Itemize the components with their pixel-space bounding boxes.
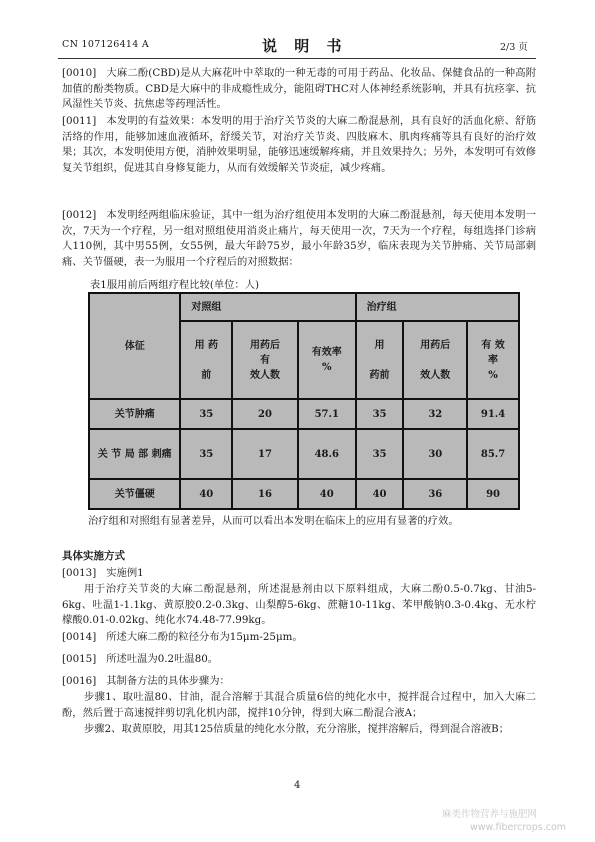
header-symptom: 体征 <box>89 293 180 399</box>
paragraph-number: [0012] <box>62 209 97 221</box>
row-symptom: 关 节 局 部 刺痛 <box>89 429 180 479</box>
cell-control-effective: 17 <box>232 429 298 479</box>
section-title: 具体实施方式 <box>62 550 125 562</box>
paragraph-0010 <box>62 66 536 113</box>
paragraph-step-2 <box>62 722 536 738</box>
cell-treatment-before: 35 <box>356 399 404 429</box>
header-treatment-effective: 用药后 效人数 <box>403 321 467 399</box>
header-control-effective: 用药后 有 效人数 <box>232 321 298 399</box>
paragraph-0013 <box>62 566 536 582</box>
paragraph-composition <box>62 582 536 629</box>
watermark-site-name: 麻类作物营养与施肥网 <box>442 809 538 820</box>
table-caption: 表1服用前后两组疗程比较(单位：人) <box>90 279 260 291</box>
paragraph-0012 <box>62 208 536 270</box>
header-treatment-group: 治疗组 <box>356 293 519 321</box>
paragraph-text: 步骤1、取吐温80、甘油，混合溶解于其混合质量6倍的纯化水中，搅拌混合过程中，加入大麻二酚，然后置于高速搅拌剪切乳化机内部，搅拌10分钟，得到大麻二酚混合液A； <box>62 691 536 719</box>
paragraph-0011 <box>62 114 536 176</box>
cell-treatment-before: 35 <box>356 429 404 479</box>
row-symptom: 关节僵硬 <box>89 479 180 509</box>
page-number: 4 <box>294 780 301 791</box>
page-indicator: 2/3 页 <box>500 42 528 53</box>
table-row <box>89 399 519 429</box>
row-symptom: 关节肿痛 <box>89 399 180 429</box>
comparison-table <box>88 292 520 510</box>
header-rule <box>58 58 536 59</box>
paragraph-text: 实施例1 <box>106 567 144 579</box>
cell-control-before: 40 <box>180 479 232 509</box>
cell-control-effective: 16 <box>232 479 298 509</box>
cell-control-rate: 48.6 <box>298 429 356 479</box>
cell-treatment-effective: 32 <box>403 399 467 429</box>
paragraph-text: 本发明的有益效果：本发明的用于治疗关节炎的大麻二酚混悬剂，具有良好的活血化瘀、舒筋活络的作用，能够加速血液循环，舒缓关节，对治疗关节炎、四肢麻木、肌肉疼痛等具有良好的治疗效果；其次，本发明使用方便，消肿效果明显，能够迅速缓解疼痛，并且效果持久；另外，本发明可有效修复关节组织，促进其自身修复能力，从而有效缓解关节炎症，减少疼痛。 <box>62 115 536 174</box>
header-control-before: 用 药 前 <box>180 321 232 399</box>
cell-control-rate: 57.1 <box>298 399 356 429</box>
paragraph-text: 所述大麻二酚的粒径分布为15μm-25μm。 <box>106 631 303 643</box>
paragraph-text: 本发明经两组临床验证，其中一组为治疗组使用本发明的大麻二酚混悬剂，每天使用本发明一次，7天为一个疗程，另一组对照组使用消炎止痛片，每天使用一次，7天为一个疗程，每组选择门诊病人110例，其中男55例，女55例，最大年龄75岁，最小年龄35岁，临床表现为关节肿痛、关节局部刺痛、关节僵硬，表一为服用一个疗程后的对照数据： <box>62 209 536 268</box>
document-title: 说 明 书 <box>262 37 348 55</box>
cell-treatment-rate: 85.7 <box>467 429 519 479</box>
paragraph-number: [0013] <box>62 567 97 579</box>
table-note: 治疗组和对照组有显著差异，从而可以看出本发明在临床上的应用有显著的疗效。 <box>88 515 459 527</box>
patent-number: CN 107126414 A <box>62 39 150 50</box>
table-row <box>89 429 519 479</box>
paragraph-0016 <box>62 674 536 690</box>
header-treatment-rate: 有 效 率 % <box>467 321 519 399</box>
paragraph-number: [0016] <box>62 675 97 687</box>
header-treatment-before: 用 药前 <box>356 321 404 399</box>
cell-control-rate: 40 <box>298 479 356 509</box>
paragraph-text: 大麻二酚(CBD)是从大麻花叶中萃取的一种无毒的可用于药品、化妆品、保健食品的一种高附加值的酚类物质。CBD是大麻中的非成瘾性成分，能阻碍THC对人体神经系统影响，并具有抗痉挛、抗风湿性关节炎、抗焦虑等药理活性。 <box>62 67 536 111</box>
header-control-group: 对照组 <box>180 293 355 321</box>
paragraph-step-1 <box>62 690 536 721</box>
paragraph-text: 用于治疗关节炎的大麻二酚混悬剂，所述混悬剂由以下原料组成，大麻二酚0.5-0.7kg、甘油5-6kg、吐温1-1.1kg、黄原胶0.2-0.3kg、山梨醇5-6kg、蔗糖10-11kg、苯甲酸钠0.3-0.4kg、无水柠檬酸0.01-0.02kg、纯化水74.48-77.99kg。 <box>62 583 536 627</box>
cell-control-before: 35 <box>180 429 232 479</box>
paragraph-number: [0015] <box>62 653 97 665</box>
paragraph-0015 <box>62 652 536 668</box>
paragraph-0014 <box>62 630 536 646</box>
paragraph-number: [0014] <box>62 631 97 643</box>
paragraph-number: [0011] <box>62 115 97 127</box>
paragraph-number: [0010] <box>62 67 97 79</box>
cell-control-effective: 20 <box>232 399 298 429</box>
table-row <box>89 479 519 509</box>
cell-treatment-rate: 90 <box>467 479 519 509</box>
paragraph-text: 所述吐温为0.2吐温80。 <box>106 653 219 665</box>
cell-control-before: 35 <box>180 399 232 429</box>
cell-treatment-effective: 36 <box>403 479 467 509</box>
header-control-rate: 有效率 % <box>298 321 356 399</box>
watermark-site-url: www.fibercrops.com <box>470 822 567 833</box>
cell-treatment-rate: 91.4 <box>467 399 519 429</box>
cell-treatment-effective: 30 <box>403 429 467 479</box>
paragraph-text: 步骤2、取黄原胶，用其125倍质量的纯化水分散，充分溶胀，搅拌溶解后，得到混合溶液B； <box>84 723 510 735</box>
cell-treatment-before: 40 <box>356 479 404 509</box>
paragraph-text: 其制备方法的具体步骤为： <box>106 675 230 687</box>
